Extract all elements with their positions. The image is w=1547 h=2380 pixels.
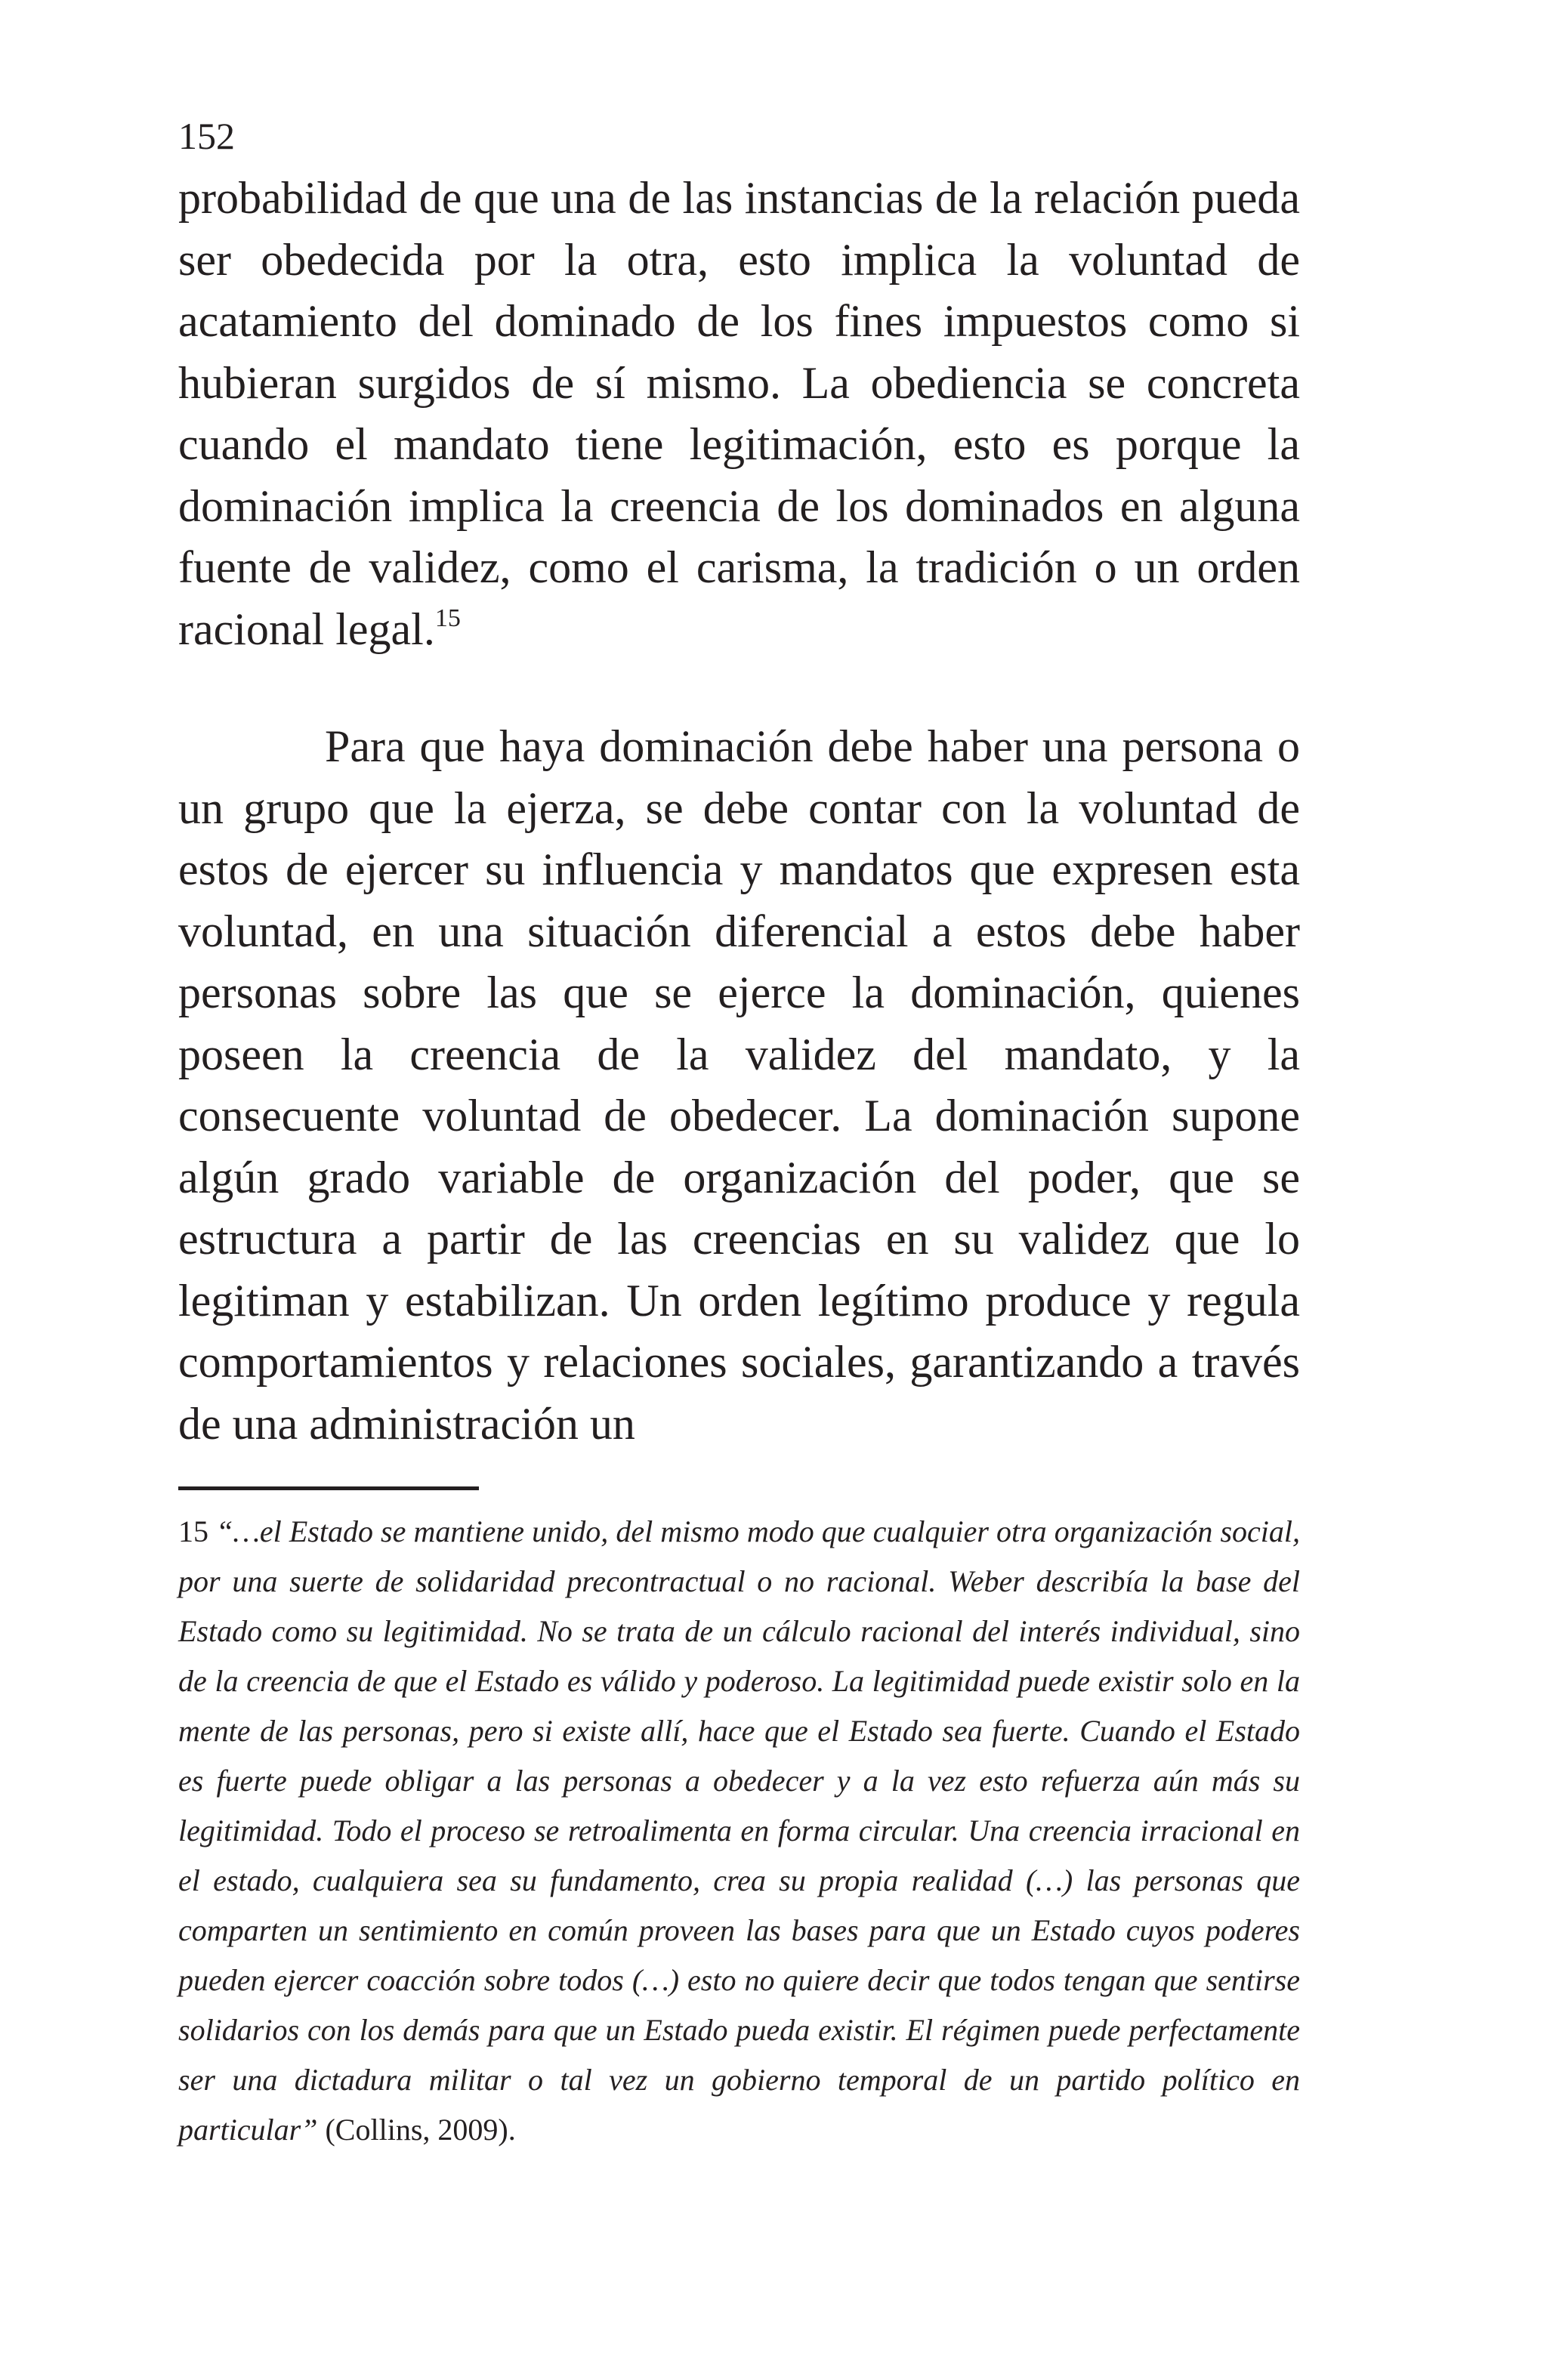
footnote-quote: “…el Estado se mantiene unido, del mismo modo que cualquier otra organización social, por una suerte de solidaridad precontractual o no racional. Weber describía la base del Estado como su legitimidad. No se trata de un cálculo racional del interés individual, sino de la creencia de que el Estado es válido y poderoso. La legitimidad puede existir solo en la mente de las personas, pero si existe allí, hace que el Estado sea fuerte. Cuando el Estado es fuerte puede obligar a las personas a obedecer y a la vez esto refuerza aún más su legitimidad. Todo el proceso se retroalimenta en forma circular. Una creencia irracional en el estado, cualquiera sea su fundamento, crea su propia realidad (…) las personas que comparten un sentimiento en común proveen las bases para que un Estado cuyos poderes pueden ejercer coacción sobre todos (…) esto no quiere decir que todos tengan que sentirse solidarios con los demás para que un Estado pueda existir. El régimen puede perfectamente ser una dictadura militar o tal vez un gobierno temporal de un partido político en particular” [178,1514,1301,2147]
footnote-citation: (Collins, 2009). [325,2113,516,2147]
paragraph-1 [178,168,1300,660]
page-number: 152 [178,115,235,157]
footnote-reference: 15 [434,603,461,632]
paragraph-1-text: probabilidad de que una de las instancias de la relación pueda ser obedecida por la otra, esto implica la voluntad de acatamiento del dominado de los fines impuestos como si hubieran surgidos de sí mismo. La obediencia se concreta cuando el mandato tiene legitimación, esto es porque la dominación implica la creencia de los dominados en alguna fuente de validez, como el carisma, la tradición o un orden racional legal. [178,173,1300,654]
paragraph-2 [178,716,1300,1455]
paragraph-2-text: Para que haya dominación debe haber una persona o un grupo que la ejerza, se debe contar con la voluntad de estos de ejercer su influencia y mandatos que expresen esta voluntad, en una situación diferencial a estos debe haber personas sobre las que se ejerce la dominación, quienes poseen la creencia de la validez del mandato, y la consecuente voluntad de obedecer. La dominación supone algún grado variable de organización del poder, que se estructura a partir de las creencias en su validez que lo legitiman y estabilizan. Un orden legítimo produce y regula comportamientos y relaciones sociales, garantizando a través de una administración un [178,721,1300,1449]
footnote-number: 15 [178,1514,208,1548]
footnote-15 [178,1507,1300,2155]
footnote-separator [178,1486,479,1490]
